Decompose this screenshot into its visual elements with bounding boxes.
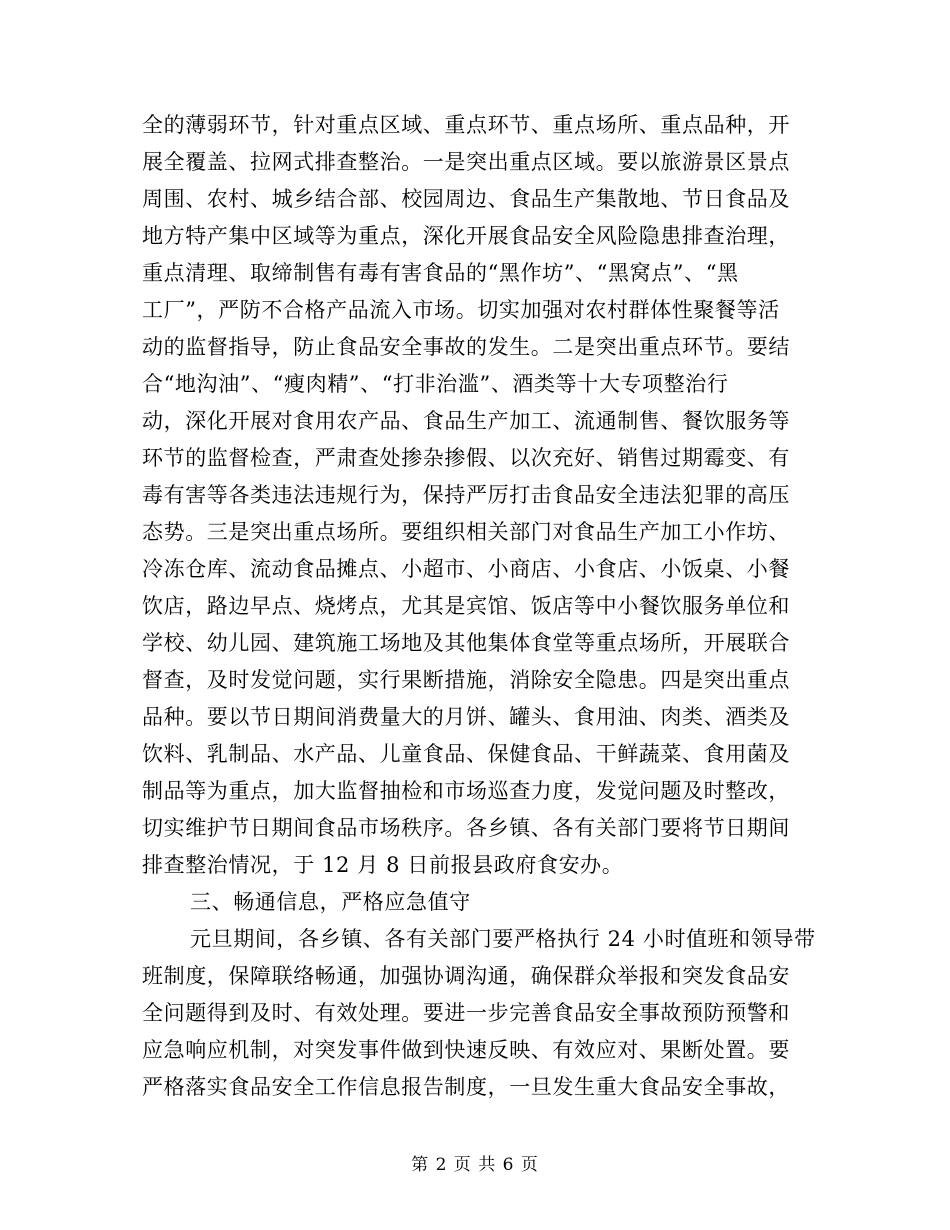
body-line: 全的薄弱环节，针对重点区域、重点环节、重点场所、重点品种，开: [142, 113, 790, 137]
body-line: 饮店，路边早点、烧烤点，尤其是宾馆、饭店等中小餐饮服务单位和: [142, 594, 790, 618]
body-line: 动，深化开展对食用农产品、食品生产加工、流通制售、餐饮服务等: [142, 409, 790, 433]
body-line: 动的监督指导，防止食品安全事故的发生。二是突出重点环节。要结: [142, 335, 790, 359]
section-heading: 三、畅通信息，严格应急值守: [190, 890, 471, 914]
body-line: 工厂”，严防不合格产品流入市场。切实加强对农村群体性聚餐等活: [142, 298, 780, 322]
body-line: 应急响应机制，对突发事件做到快速反映、有效应对、果断处置。要: [142, 1038, 790, 1062]
body-line: 重点清理、取缔制售有毒有害食品的“黑作坊”、“黑窝点”、“黑: [142, 261, 739, 285]
body-line: 态势。三是突出重点场所。要组织相关部门对食品生产加工小作坊、: [142, 520, 790, 544]
body-line: 元旦期间，各乡镇、各有关部门要严格执行 24 小时值班和领导带: [190, 927, 816, 951]
page-number: 第 2 页 共 6 页: [411, 1155, 539, 1175]
body-line: 展全覆盖、拉网式排查整治。一是突出重点区域。要以旅游景区景点: [142, 150, 790, 174]
body-line: 地方特产集中区域等为重点，深化开展食品安全风险隐患排查治理，: [142, 224, 790, 248]
body-line: 督查，及时发觉问题，实行果断措施，消除安全隐患。四是突出重点: [142, 668, 790, 692]
body-line: 全问题得到及时、有效处理。要进一步完善食品安全事故预防预警和: [142, 1001, 790, 1025]
body-line: 学校、幼儿园、建筑施工场地及其他集体食堂等重点场所，开展联合: [142, 631, 790, 655]
body-line: 严格落实食品安全工作信息报告制度，一旦发生重大食品安全事故，: [142, 1075, 790, 1099]
body-line: 合“地沟油”、“瘦肉精”、“打非治滥”、酒类等十大专项整治行: [142, 372, 729, 396]
body-line: 品种。要以节日期间消费量大的月饼、罐头、食用油、肉类、酒类及: [142, 705, 790, 729]
body-line: 冷冻仓库、流动食品摊点、小超市、小商店、小食店、小饭桌、小餐: [142, 557, 790, 581]
body-line: 制品等为重点，加大监督抽检和市场巡查力度，发觉问题及时整改，: [142, 779, 790, 803]
body-line: 排查整治情况，于 12 月 8 日前报县政府食安办。: [142, 853, 624, 877]
body-line: 毒有害等各类违法违规行为，保持严厉打击食品安全违法犯罪的高压: [142, 483, 790, 507]
body-line: 班制度，保障联络畅通，加强协调沟通，确保群众举报和突发食品安: [142, 964, 790, 988]
body-line: 饮料、乳制品、水产品、儿童食品、保健食品、干鲜蔬菜、食用菌及: [142, 742, 790, 766]
body-line: 环节的监督检查，严肃查处掺杂掺假、以次充好、销售过期霉变、有: [142, 446, 790, 470]
body-line: 周围、农村、城乡结合部、校园周边、食品生产集散地、节日食品及: [142, 187, 790, 211]
body-line: 切实维护节日期间食品市场秩序。各乡镇、各有关部门要将节日期间: [142, 816, 790, 840]
